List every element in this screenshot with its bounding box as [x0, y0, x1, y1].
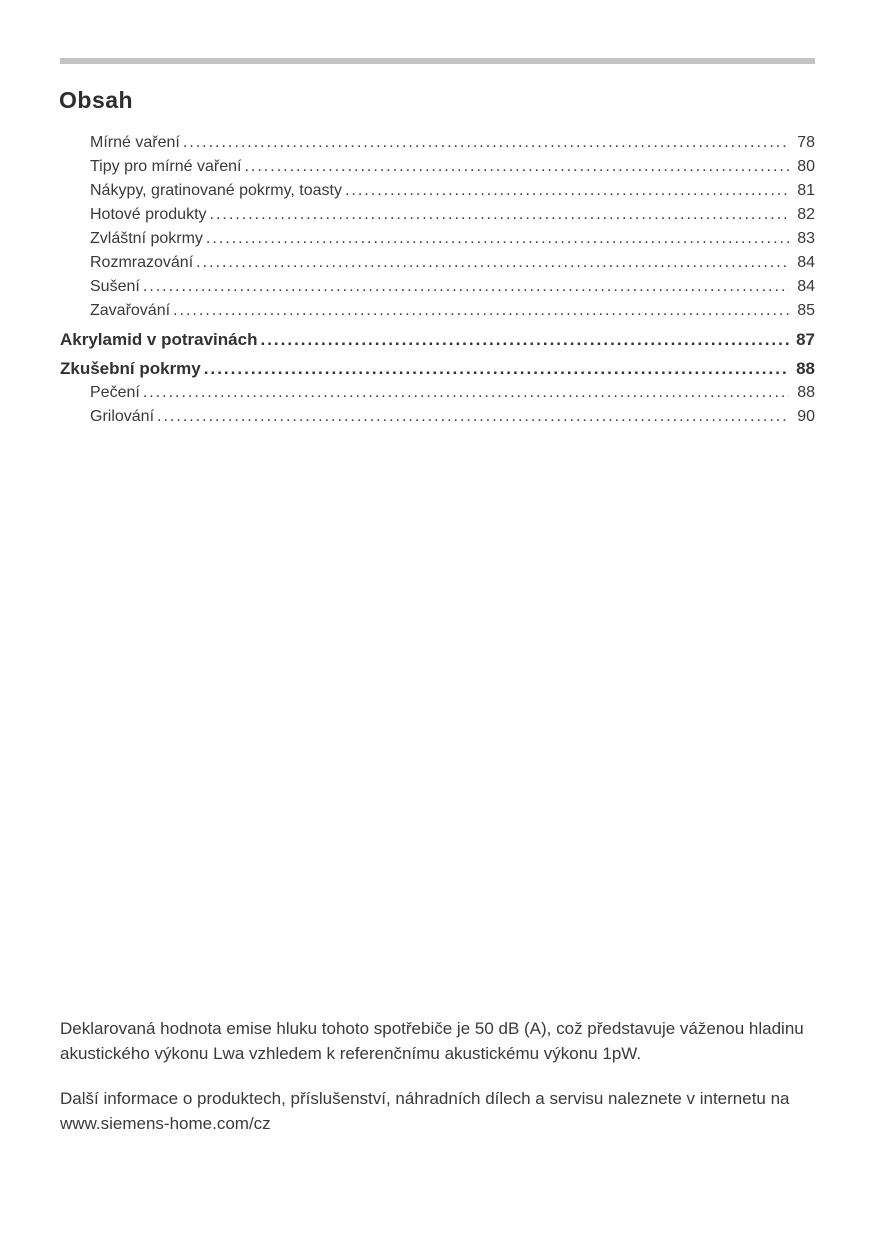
dot-leader	[206, 227, 789, 251]
noise-declaration: Deklarovaná hodnota emise hluku tohoto spotřebiče je 50 dB (A), což představuje váženou hladinu akustického výkonu Lwa vzhledem k referenčnímu akustickému výkonu 1pW.	[60, 1019, 804, 1063]
toc-entry	[60, 381, 815, 405]
toc-entry-label: Grilování	[90, 408, 155, 425]
toc-entry-label: Zavařování	[90, 302, 171, 319]
table-of-contents	[60, 131, 815, 429]
dot-leader	[143, 275, 789, 299]
service-info: Další informace o produktech, příslušenství, náhradních dílech a servisu naleznete v internetu na www.siemens-home.com/cz	[60, 1089, 790, 1133]
toc-entry-label: Akrylamid v potravinách	[60, 330, 258, 349]
dot-leader	[210, 203, 789, 227]
dot-leader	[196, 251, 789, 275]
header-rule	[60, 58, 815, 64]
toc-page-number: 83	[797, 230, 815, 247]
toc-entry-label: Pečení	[90, 384, 140, 401]
dot-leader	[157, 405, 789, 429]
dot-leader	[345, 179, 789, 203]
toc-entry	[60, 155, 815, 179]
dot-leader	[260, 328, 789, 352]
toc-entry-label: Sušení	[90, 278, 140, 295]
toc-page-number: 90	[797, 408, 815, 425]
toc-entry	[60, 179, 815, 203]
page-title: Obsah	[59, 87, 134, 114]
toc-entry	[60, 203, 815, 227]
toc-entry	[60, 227, 815, 251]
toc-entry-label: Zvláštní pokrmy	[90, 230, 203, 247]
toc-page-number: 84	[797, 254, 815, 271]
toc-entry	[60, 251, 815, 275]
toc-page-number: 88	[796, 359, 815, 378]
toc-entry	[60, 275, 815, 299]
toc-entry	[60, 131, 815, 155]
dot-leader	[173, 299, 789, 323]
toc-page-number: 88	[797, 384, 815, 401]
toc-entry-label: Nákypy, gratinované pokrmy, toasty	[90, 182, 342, 199]
toc-entry	[60, 357, 815, 381]
toc-page-number: 84	[797, 278, 815, 295]
dot-leader	[244, 155, 789, 179]
toc-page-number: 82	[797, 206, 815, 223]
dot-leader	[183, 131, 789, 155]
toc-page-number: 81	[797, 182, 815, 199]
toc-page-number: 85	[797, 302, 815, 319]
toc-entry-label: Zkušební pokrmy	[60, 359, 201, 378]
dot-leader	[143, 381, 789, 405]
toc-entry-label: Hotové produkty	[90, 206, 207, 223]
toc-entry	[60, 405, 815, 429]
toc-page-number: 78	[797, 134, 815, 151]
toc-page-number: 87	[796, 330, 815, 349]
toc-entry-label: Rozmrazování	[90, 254, 194, 271]
dot-leader	[204, 357, 789, 381]
toc-entry-label: Tipy pro mírné vaření	[90, 158, 242, 175]
toc-entry	[60, 299, 815, 323]
toc-entry	[60, 328, 815, 352]
toc-entry-label: Mírné vaření	[90, 134, 180, 151]
footer-text-block	[60, 1016, 818, 1156]
toc-page-number: 80	[797, 158, 815, 175]
